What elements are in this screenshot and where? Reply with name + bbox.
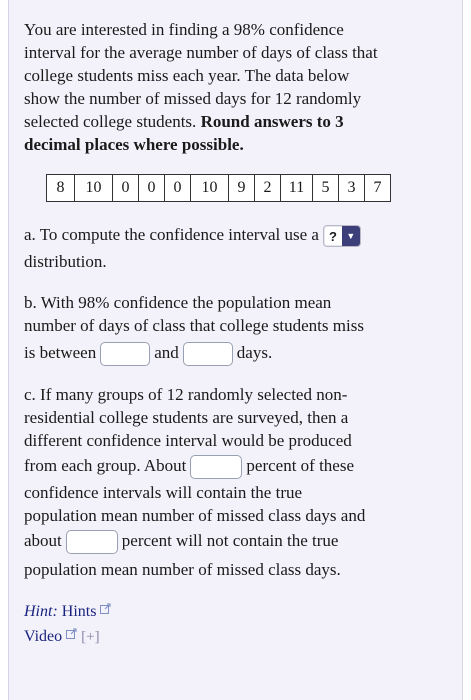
- distribution-select[interactable]: ? ▼: [323, 225, 361, 247]
- part-c-line7: about percent will not contain the true: [24, 529, 464, 554]
- external-link-icon[interactable]: [100, 603, 111, 614]
- data-cell: 8: [47, 175, 75, 201]
- intro-line-6: decimal places where possible.: [24, 135, 244, 154]
- hints-link[interactable]: Hints: [61, 603, 97, 620]
- data-cell: 2: [255, 175, 281, 201]
- part-c-line8: population mean number of missed class days.: [24, 560, 341, 580]
- data-cell: 9: [229, 175, 255, 201]
- upper-bound-input[interactable]: [183, 342, 233, 366]
- hint-row: Hint: Hints: [24, 601, 111, 623]
- part-a: [24, 223, 464, 273]
- video-row: [24, 626, 111, 648]
- intro-line-3: college students miss each year. The data below: [24, 66, 350, 85]
- data-cell: 0: [165, 175, 191, 201]
- part-c: [24, 383, 464, 581]
- percent-contain-input[interactable]: [190, 455, 242, 479]
- intro-line-2: interval for the average number of days of class that: [24, 43, 378, 62]
- chevron-down-icon: ▼: [342, 226, 360, 246]
- data-cell: 10: [75, 175, 113, 201]
- data-cell: 0: [139, 175, 165, 201]
- intro-line-1: You are interested in finding a 98% confidence: [24, 20, 344, 39]
- part-c-line3: different confidence interval would be produced: [24, 431, 352, 450]
- data-cell: 3: [339, 175, 365, 201]
- data-cell: 5: [313, 175, 339, 201]
- intro-line-4: show the number of missed days for 12 randomly: [24, 89, 362, 108]
- part-b-line3: is between and days.: [24, 341, 464, 366]
- data-cell: 0: [113, 175, 139, 201]
- data-table: [46, 174, 391, 202]
- part-b-line1: b. With 98% confidence the population mean: [24, 293, 332, 312]
- bold-instruction: Round answers to 3: [200, 112, 344, 131]
- part-c-line1: c. If many groups of 12 randomly selected non-: [24, 385, 348, 404]
- question-intro: [24, 18, 464, 156]
- lower-bound-input[interactable]: [100, 342, 150, 366]
- part-c-line4: from each group. About percent of these: [24, 454, 464, 479]
- percent-not-contain-input[interactable]: [66, 530, 118, 554]
- part-b: [24, 291, 464, 366]
- part-c-line2: residential college students are surveyed, then a: [24, 408, 349, 427]
- part-b-line2: number of days of class that college students miss: [24, 316, 364, 335]
- expand-video-toggle[interactable]: [+]: [81, 629, 100, 645]
- part-c-line5: confidence intervals will contain the true: [24, 483, 303, 503]
- part-a-line1: a. To compute the confidence interval use a ? ▼: [24, 223, 464, 247]
- part-a-line2: distribution.: [24, 252, 107, 272]
- data-cell: 10: [191, 175, 229, 201]
- data-cell: 7: [365, 175, 391, 201]
- data-cell: 11: [281, 175, 313, 201]
- external-link-icon[interactable]: [66, 628, 77, 639]
- intro-line-5: selected college students. Round answers to 3: [24, 112, 344, 131]
- part-c-line6: population mean number of missed class days and: [24, 506, 366, 526]
- video-link[interactable]: Video: [24, 628, 63, 645]
- hints-section: [24, 601, 111, 648]
